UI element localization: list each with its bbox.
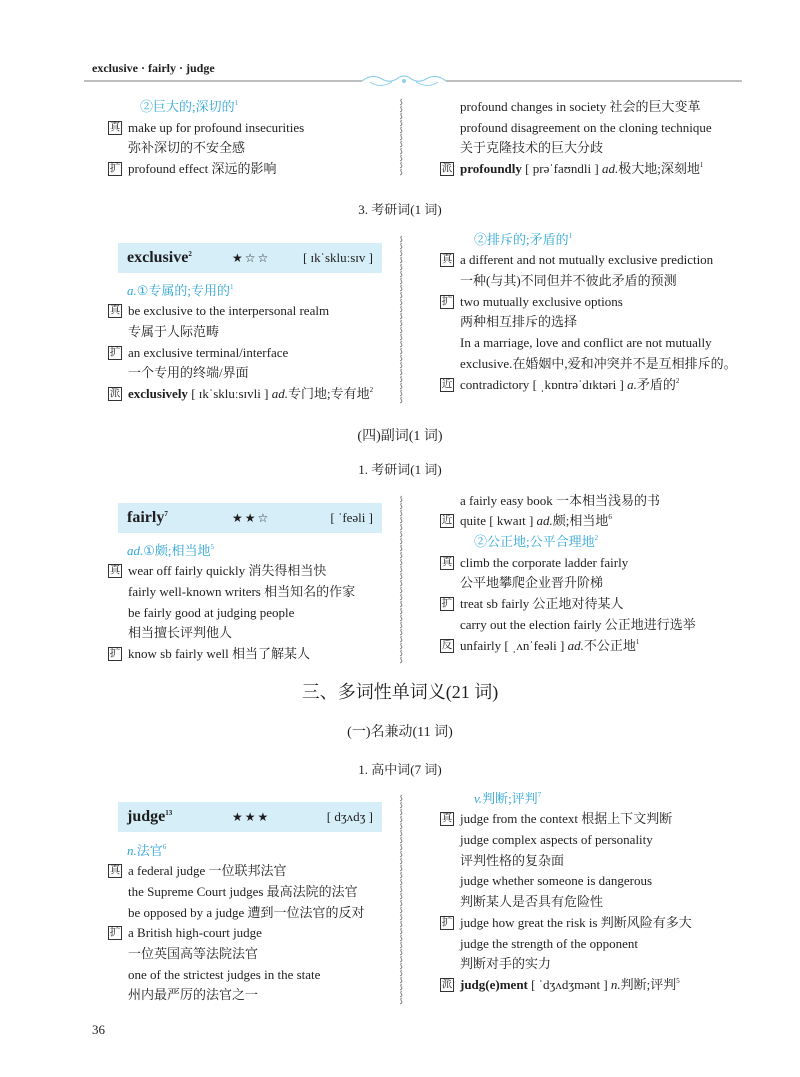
fairly-left-column <box>108 503 398 665</box>
derivative-line <box>440 975 730 996</box>
derivative-tag: 派 <box>109 388 121 400</box>
exam-example-tag: 真 <box>441 556 453 568</box>
extended-example-tag: 扩 <box>109 346 121 358</box>
frequency-mark: 1 <box>635 637 640 646</box>
phonetic: [ ˌʌnˈfeəli ] <box>504 637 565 653</box>
sense-text: ②公正地;公平合理地 <box>474 534 595 550</box>
example-text: judge how great the risk is 判断风险有多大 <box>460 914 692 930</box>
example-text: 州内最严厉的法官之一 <box>128 987 259 1003</box>
headword <box>127 508 168 528</box>
example-line <box>440 954 730 975</box>
subsection-heading: 1. 考研词(1 词) <box>358 462 442 477</box>
extended-example-tag: 扩 <box>441 916 453 928</box>
exam-example-tag: 真 <box>109 121 121 133</box>
example-line <box>440 271 730 292</box>
part-of-speech: n. <box>610 976 621 992</box>
extended-example-tag: 扩 <box>109 648 121 660</box>
sense-text: ②巨大的;深切的 <box>140 99 235 114</box>
phonetic: [ ˈfeəli ] <box>330 510 373 525</box>
example-line <box>440 809 730 830</box>
example-line <box>440 333 730 354</box>
example-line <box>108 882 398 903</box>
sense-heading <box>108 541 398 562</box>
example-line <box>440 913 730 934</box>
frequency-mark: 1 <box>699 161 704 170</box>
example-text: the Supreme Court judges 最高法院的法官 <box>128 883 358 899</box>
part-of-speech: ad. <box>601 161 619 177</box>
part-of-speech: ad. <box>127 542 144 558</box>
example-line <box>108 603 398 624</box>
exclusive-right-column <box>440 230 737 396</box>
phonetic: [ ɪkˈskluːsɪvli ] <box>191 386 269 402</box>
star-rating: ★☆☆ <box>232 251 271 265</box>
frequency-mark: 1 <box>234 99 239 107</box>
frequency-mark: 6 <box>608 513 612 522</box>
example-line <box>440 871 730 892</box>
phonetic: [ ˈdʒʌdʒmənt ] <box>531 976 608 992</box>
frequency-mark: 7 <box>537 790 542 799</box>
frequency-mark: 2 <box>594 534 599 543</box>
example-line <box>108 343 398 364</box>
sense-text: 判断;评判 <box>482 790 538 806</box>
headword-text: exclusive <box>127 249 189 266</box>
headword-box <box>118 243 382 273</box>
example-line <box>440 615 730 636</box>
example-text: In a marriage, love and conflict are not mutually <box>460 335 712 351</box>
example-text: carry out the election fairly 公正地进行选举 <box>460 616 696 632</box>
meaning: 矛盾的 <box>636 376 676 392</box>
column-divider <box>396 495 406 667</box>
extended-example-tag: 扩 <box>109 163 121 175</box>
example-line <box>440 354 737 375</box>
star-rating: ★★★ <box>232 810 271 824</box>
headword <box>127 807 172 827</box>
phonetic: [ prəˈfaʊndli ] <box>525 161 599 177</box>
example-line <box>440 250 730 271</box>
example-line <box>108 363 398 384</box>
synonym-word: quite <box>460 513 486 529</box>
frequency-mark: 1 <box>230 282 234 291</box>
running-header-title: exclusive · fairly · judge <box>92 61 215 75</box>
example-text: know sb fairly well 相当了解某人 <box>128 646 310 662</box>
example-text: make up for profound insecurities <box>128 119 305 135</box>
example-line <box>108 644 398 665</box>
example-text: 弥补深切的不安全感 <box>128 140 246 156</box>
example-text: profound disagreement on the cloning technique <box>460 119 712 135</box>
column-divider <box>396 235 406 407</box>
example-text: 相当擅长评判他人 <box>128 625 233 641</box>
headword-text: judge <box>127 808 166 825</box>
part-of-speech: ad. <box>271 386 288 402</box>
example-text: judge whether someone is dangerous <box>460 873 653 889</box>
fairly-right-column <box>440 491 730 657</box>
example-line <box>108 159 398 180</box>
headword-box <box>118 802 382 832</box>
example-line <box>440 594 730 615</box>
profound-left-column <box>108 97 398 180</box>
part-of-speech: v. <box>474 790 483 806</box>
phonetic: [ dʒʌdʒ ] <box>326 809 373 824</box>
example-text: exclusive.在婚姻中,爱和冲突并不是互相排斥的。 <box>460 355 737 371</box>
example-text: 一位英国高等法院法官 <box>128 946 259 962</box>
meaning: 颇;相当地 <box>552 513 609 529</box>
example-line <box>440 138 730 159</box>
example-text: judge complex aspects of personality <box>460 832 653 848</box>
example-text: 一种(与其)不同但并不彼此矛盾的预测 <box>460 273 677 289</box>
extended-example-tag: 扩 <box>441 295 453 307</box>
example-text: 一个专用的终端/界面 <box>128 365 249 381</box>
synonym-tag: 近 <box>441 378 453 390</box>
example-text: be opposed by a judge 遭到一位法官的反对 <box>128 904 365 920</box>
frequency-mark: 1 <box>568 231 573 240</box>
example-text: a different and not mutually exclusive prediction <box>460 252 714 268</box>
example-line <box>440 118 730 139</box>
example-line <box>108 322 398 343</box>
exam-example-tag: 真 <box>441 813 453 825</box>
part-of-speech: ad. <box>567 637 584 653</box>
exam-example-tag: 真 <box>109 565 121 577</box>
example-line <box>108 861 398 882</box>
part-of-speech: a. <box>627 376 637 392</box>
example-text: an exclusive terminal/interface <box>128 344 289 360</box>
example-text: climb the corporate ladder fairly <box>460 554 629 570</box>
headword-text: fairly <box>127 509 165 526</box>
example-line <box>440 934 730 955</box>
derivative-word: judg(e)ment <box>460 976 528 992</box>
sense-text: ②排斥的;矛盾的 <box>474 231 569 247</box>
frequency-mark: 13 <box>165 809 173 817</box>
example-line <box>108 582 398 603</box>
antonym-word: unfairly <box>460 637 502 653</box>
example-line <box>440 491 730 512</box>
example-text: 评判性格的复杂面 <box>460 852 565 868</box>
part-of-speech: n. <box>127 842 137 858</box>
example-line <box>440 573 730 594</box>
example-text: 公平地攀爬企业晋升阶梯 <box>460 575 604 591</box>
example-text: treat sb fairly 公正地对待某人 <box>460 596 624 612</box>
page-number: 36 <box>92 1022 105 1037</box>
meaning: 专门地;专有地 <box>287 386 370 402</box>
synonym-tag: 近 <box>441 515 453 527</box>
sense-text: ①颇;相当地 <box>143 542 211 558</box>
derivative-word: exclusively <box>128 386 188 402</box>
example-line <box>108 985 398 1006</box>
example-line <box>108 623 398 644</box>
meaning: 判断;评判 <box>620 976 677 992</box>
example-text: fairly well-known writers 相当知名的作家 <box>128 583 356 599</box>
example-line <box>440 830 730 851</box>
example-line <box>108 561 398 582</box>
example-line <box>440 892 730 913</box>
example-text: 判断对手的实力 <box>460 956 552 972</box>
header-rule-ornament <box>0 70 800 92</box>
star-rating: ★★☆ <box>232 511 271 525</box>
sense-heading <box>440 532 730 553</box>
sense-heading <box>440 230 730 251</box>
sense-text: 法官 <box>136 842 163 858</box>
synonym-line <box>440 375 730 396</box>
example-text: judge from the context 根据上下文判断 <box>460 811 673 827</box>
subsection-heading: 1. 高中词(7 词) <box>358 762 442 777</box>
antonym-line <box>440 636 730 657</box>
example-text: a federal judge 一位联邦法官 <box>128 863 287 879</box>
example-text: judge the strength of the opponent <box>460 935 638 951</box>
derivative-word: profoundly <box>460 161 522 177</box>
example-line <box>108 903 398 924</box>
example-line <box>108 301 398 322</box>
example-text: be fairly good at judging people <box>128 604 295 620</box>
derivative-tag: 派 <box>441 163 453 175</box>
frequency-mark: 5 <box>676 976 680 985</box>
sense-heading <box>108 97 398 118</box>
example-text: profound effect 深远的影响 <box>128 161 277 177</box>
synonym-word: contradictory <box>460 376 530 392</box>
derivative-line <box>440 159 730 180</box>
example-line <box>440 851 730 872</box>
example-line <box>440 553 730 574</box>
exam-example-tag: 真 <box>109 305 121 317</box>
example-text: a British high-court judge <box>128 925 262 941</box>
example-text: 专属于人际范畴 <box>128 323 220 339</box>
profound-right-column <box>440 97 730 180</box>
exam-example-tag: 真 <box>441 254 453 266</box>
example-text: wear off fairly quickly 消失得相当快 <box>128 563 327 579</box>
exclusive-left-column <box>108 243 398 405</box>
section-heading: (四)副词(1 词) <box>357 429 443 444</box>
example-line <box>108 923 398 944</box>
example-text: two mutually exclusive options <box>460 293 623 309</box>
exam-example-tag: 真 <box>109 865 121 877</box>
section-heading: (一)名兼动(11 词) <box>347 725 453 740</box>
derivative-tag: 派 <box>441 978 453 990</box>
example-line <box>108 965 398 986</box>
phonetic: [ kwaɪt ] <box>489 513 534 529</box>
example-line <box>108 138 398 159</box>
sense-heading <box>440 789 730 810</box>
column-divider <box>396 98 406 182</box>
column-divider <box>396 794 406 1006</box>
phonetic: [ ɪkˈskluːsɪv ] <box>302 250 373 265</box>
subsection-heading: 3. 考研词(1 词) <box>358 202 442 217</box>
example-text: 两种相互排斥的选择 <box>460 314 578 330</box>
sense-heading <box>108 281 398 302</box>
frequency-mark: 5 <box>210 542 215 551</box>
judge-right-column <box>440 789 730 996</box>
headword-box <box>118 503 382 533</box>
sense-heading <box>108 841 398 862</box>
example-text: 判断某人是否具有危险性 <box>460 894 604 910</box>
extended-example-tag: 扩 <box>441 598 453 610</box>
extended-example-tag: 扩 <box>109 927 121 939</box>
sense-text: ①专属的;专用的 <box>136 282 231 298</box>
example-text: 关于克隆技术的巨大分歧 <box>460 140 604 156</box>
frequency-mark: 6 <box>162 842 167 851</box>
derivative-line <box>108 384 398 405</box>
frequency-mark: 2 <box>369 386 374 395</box>
phonetic: [ ˌkɒntrəˈdɪktəri ] <box>532 376 624 392</box>
meaning: 不公正地 <box>583 637 636 653</box>
example-text: one of the strictest judges in the state <box>128 966 321 982</box>
example-text: profound changes in society 社会的巨大变革 <box>460 99 701 114</box>
part-of-speech: a. <box>127 282 137 298</box>
frequency-mark: 7 <box>164 510 168 518</box>
antonym-tag: 反 <box>441 639 453 651</box>
example-text: be exclusive to the interpersonal realm <box>128 303 330 319</box>
meaning: 极大地;深刻地 <box>618 161 700 177</box>
frequency-mark: 2 <box>188 250 192 258</box>
example-line <box>108 118 398 139</box>
example-line <box>440 292 730 313</box>
frequency-mark: 2 <box>675 376 680 385</box>
example-line <box>440 97 730 118</box>
part-heading: 三、多词性单词义(21 词) <box>301 682 499 702</box>
example-line <box>440 312 730 333</box>
headword <box>127 248 192 268</box>
example-line <box>108 944 398 965</box>
part-of-speech: ad. <box>536 513 553 529</box>
example-text: a fairly easy book 一本相当浅易的书 <box>460 492 661 508</box>
synonym-line <box>440 511 730 532</box>
judge-left-column <box>108 802 398 1006</box>
